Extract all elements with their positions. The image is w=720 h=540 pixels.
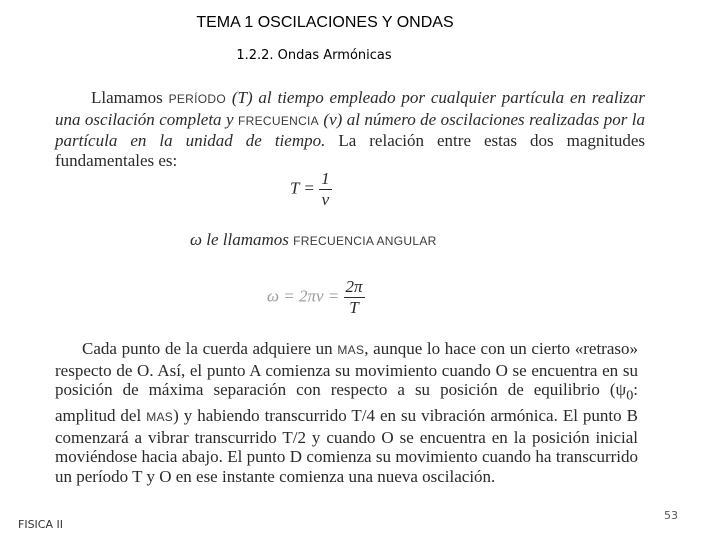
equation-lhs: ω = 2πν = bbox=[267, 286, 340, 306]
footer-course: FISICA II bbox=[18, 518, 63, 531]
fraction-numerator: 2π bbox=[345, 277, 363, 296]
subscript: 0 bbox=[626, 387, 634, 404]
omega-symbol: ω bbox=[190, 230, 203, 249]
text-run: ) y habiendo transcurrido T/4 en su vibración armónica. El punto B comenzará a vibrar transcurrido T/2 y cuando O se encuentra en la posición inicial moviéndose hacia abajo. El punto D comienza su movimiento cuando ha transcurrido un período T y O en ese instante comienza una nueva oscilación. bbox=[55, 406, 638, 486]
equation-lhs: T = bbox=[290, 178, 315, 198]
term-frecuencia: FRECUENCIA bbox=[293, 234, 374, 248]
fraction bbox=[344, 277, 365, 318]
text-run: Llamamos bbox=[91, 88, 169, 107]
fraction bbox=[319, 169, 332, 210]
text-run: (ν) al número de oscilaciones realizadas por la partícula en la unidad de tiempo. bbox=[55, 109, 645, 151]
equation-period bbox=[290, 169, 332, 210]
equation-angular-frequency bbox=[267, 277, 365, 318]
text-run: Cada punto de la cuerda adquiere un bbox=[82, 339, 338, 358]
angular-frequency-definition bbox=[190, 230, 437, 250]
fraction-denominator: T bbox=[344, 297, 365, 318]
text-run: : amplitud del bbox=[55, 380, 638, 426]
text-run: , aunque lo hace con un cierto «retraso» respecto de O. Así, el punto A comienza su movimiento cuando O se encuentra en su posición de máxima separación con respecto a su posición de equilibrio (ψ bbox=[55, 339, 638, 400]
page-number: 53 bbox=[664, 509, 678, 522]
fraction-denominator: ν bbox=[319, 189, 332, 210]
text-run: (T) al tiempo empleado por cualquier partícula en realizar una oscilación completa y bbox=[55, 88, 645, 129]
paragraph-wave-propagation bbox=[55, 339, 638, 487]
term-angular: ANGULAR bbox=[373, 234, 437, 248]
term-periodo: PERÍODO bbox=[168, 92, 227, 106]
text-run: le llamamos bbox=[202, 230, 294, 249]
section-subtitle: 1.2.2. Ondas Armónicas bbox=[236, 48, 392, 63]
fraction-numerator: 1 bbox=[321, 169, 330, 188]
term-mas: MAS bbox=[146, 410, 174, 425]
text-run: La relación entre estas dos magnitudes fundamentales es: bbox=[55, 131, 646, 170]
term-mas: MAS bbox=[337, 343, 365, 357]
page-title: TEMA 1 OSCILACIONES Y ONDAS bbox=[196, 14, 454, 31]
term-frecuencia: FRECUENCIA bbox=[237, 113, 319, 128]
paragraph-period-frequency bbox=[55, 88, 645, 170]
